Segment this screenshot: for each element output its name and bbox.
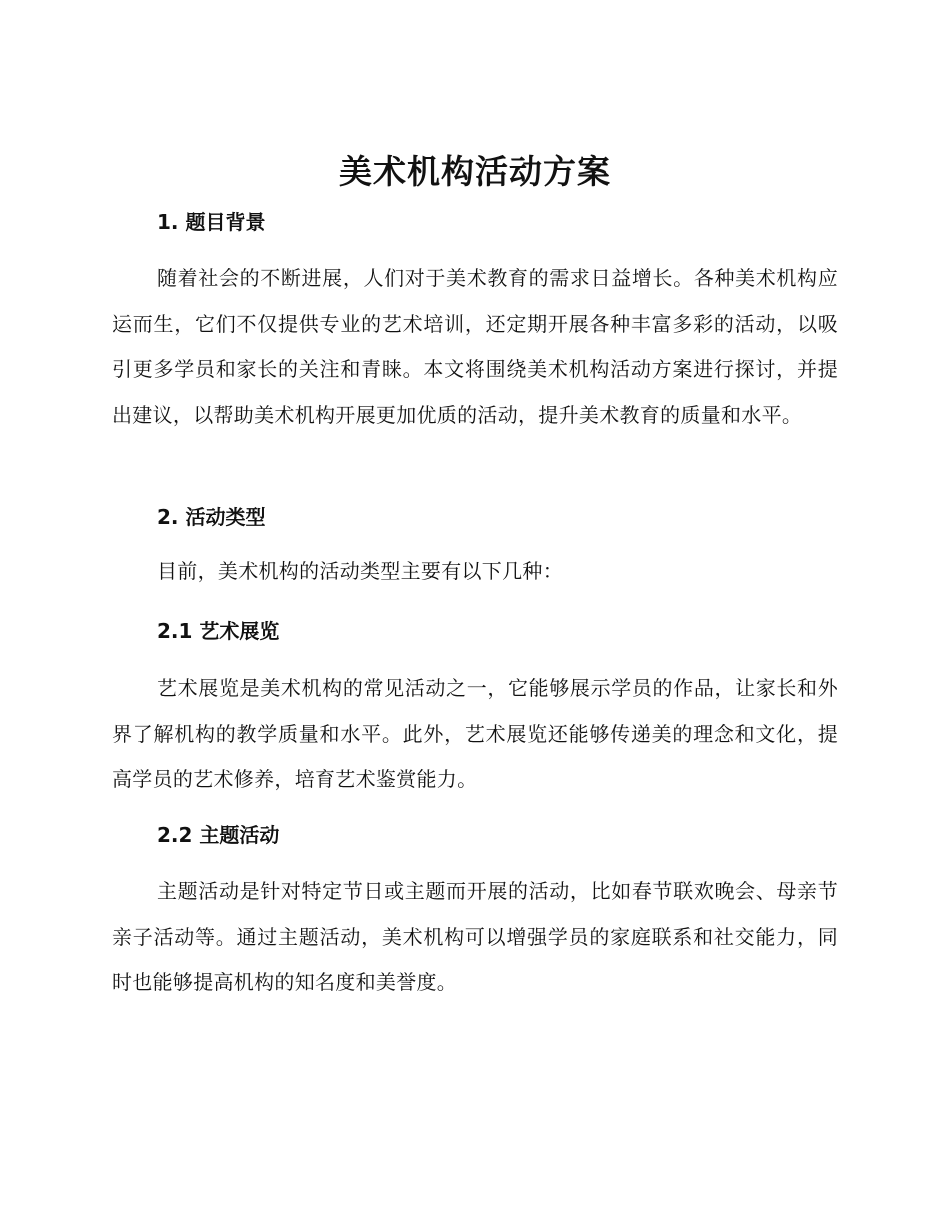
paragraph-background: 随着社会的不断进展，人们对于美术教育的需求日益增长。各种美术机构应运而生，它们不仅提供专业的艺术培训，还定期开展各种丰富多彩的活动，以吸引更多学员和家长的关注和青睐。本文将围绕美术机构活动方案进行探讨，并提出建议，以帮助美术机构开展更加优质的活动，提升美术教育的质量和水平。 xyxy=(112,266,838,427)
section-heading-theme-activities: 2.2 主题活动 xyxy=(157,823,280,847)
section-heading-background: 1. 题目背景 xyxy=(157,210,266,234)
paragraph-theme-activities: 主题活动是针对特定节日或主题而开展的活动，比如春节联欢晚会、母亲节亲子活动等。通过主题活动，美术机构可以增强学员的家庭联系和社交能力，同时也能够提高机构的知名度和美誉度。 xyxy=(112,879,838,994)
section-heading-art-exhibition: 2.1 艺术展览 xyxy=(157,619,280,643)
paragraph-art-exhibition: 艺术展览是美术机构的常见活动之一，它能够展示学员的作品，让家长和外界了解机构的教学质量和水平。此外，艺术展览还能够传递美的理念和文化，提高学员的艺术修养，培育艺术鉴赏能力。 xyxy=(112,676,838,791)
document-title: 美术机构活动方案 xyxy=(339,152,611,191)
section-heading-activity-types: 2. 活动类型 xyxy=(157,505,266,529)
paragraph-activity-types: 目前，美术机构的活动类型主要有以下几种： xyxy=(157,559,563,583)
